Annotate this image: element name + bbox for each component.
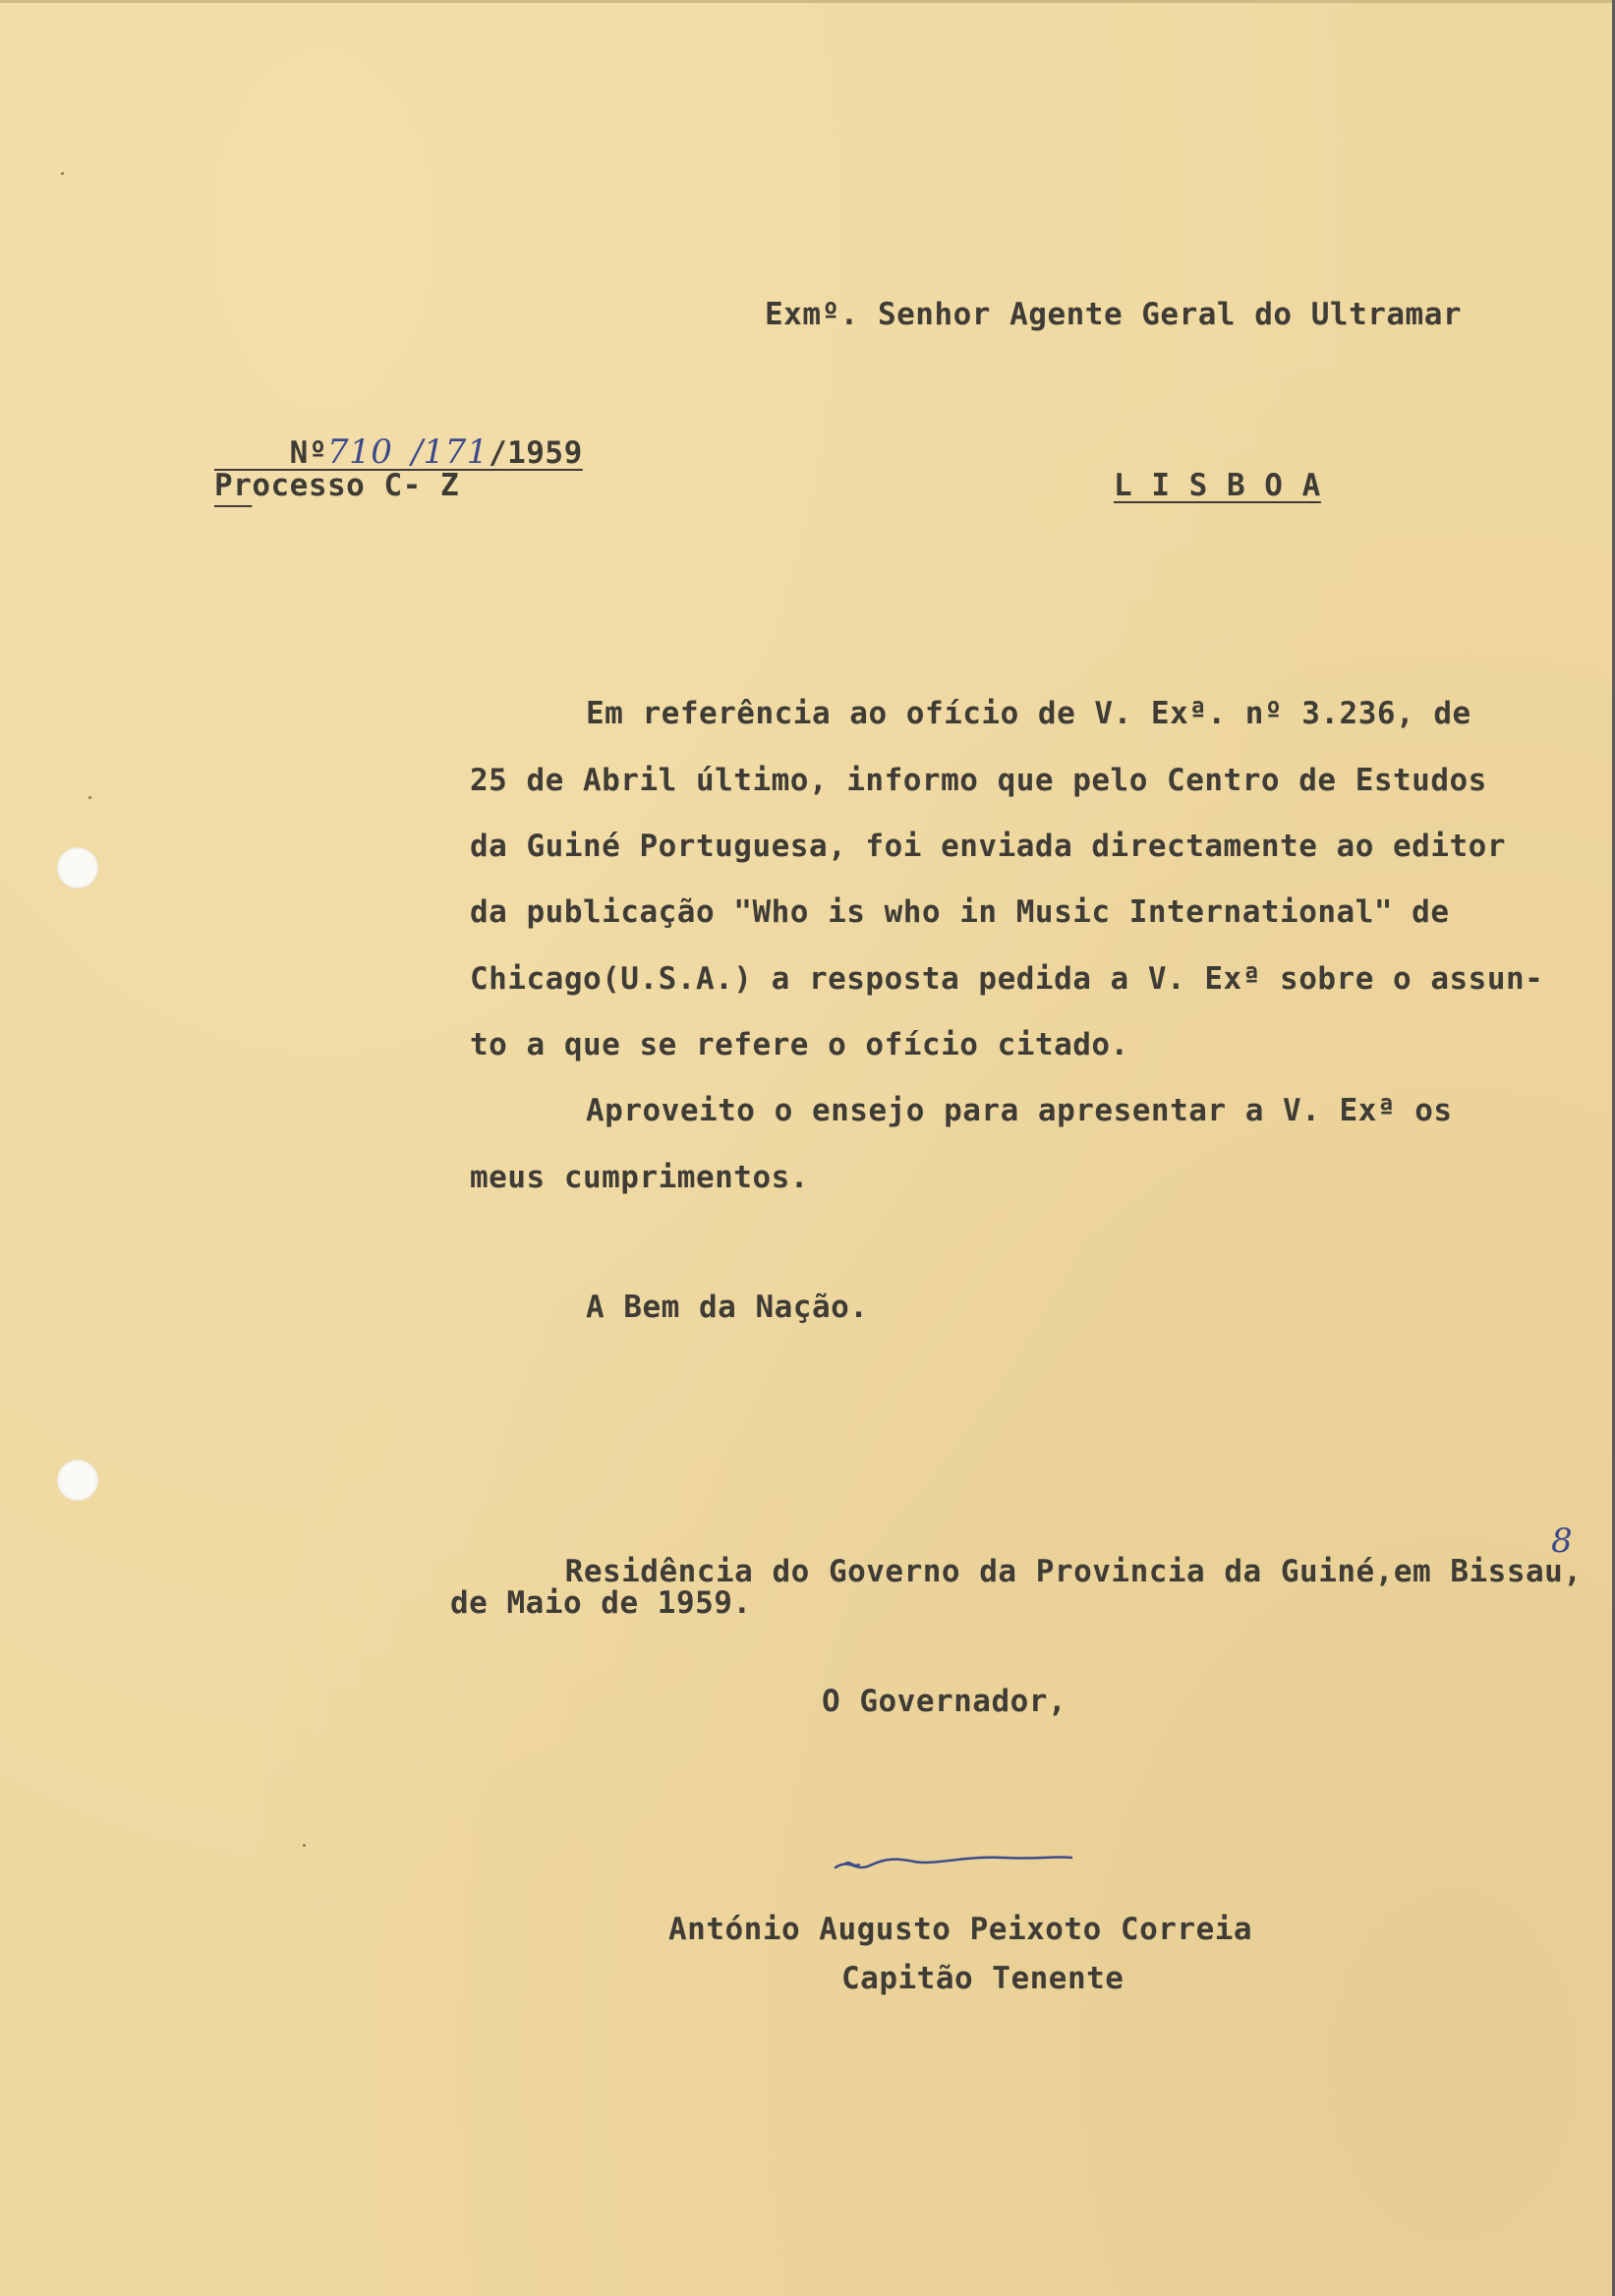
reference-number-b-handwritten: / xyxy=(411,432,424,472)
closing-line-2: meus cumprimentos. xyxy=(470,1160,809,1195)
punch-hole-icon xyxy=(57,847,98,889)
reference-year-separator: / xyxy=(488,435,508,471)
reference-year: 1959 xyxy=(507,435,583,471)
paper-speck xyxy=(88,796,91,799)
body-line-3: da Guiné Portuguesa, foi enviada directamente ao editor xyxy=(470,829,1506,864)
signature-icon xyxy=(826,1828,1081,1887)
destination-city: L I S B O A xyxy=(1114,468,1321,503)
day-handwritten: 8 xyxy=(1551,1521,1574,1561)
signer-rank: Capitão Tenente xyxy=(841,1961,1125,1996)
body-line-5: Chicago(U.S.A.) a resposta pedida a V. Exª sobre o assun- xyxy=(470,961,1544,997)
reference-number-handwritten: 710 xyxy=(326,432,393,472)
process-label: Processo C- Z xyxy=(214,468,460,503)
body-line-4: da publicação "Who is who in Music International" de xyxy=(470,894,1450,930)
punch-hole-icon xyxy=(57,1460,98,1501)
signer-role: O Governador, xyxy=(822,1684,1067,1719)
body-line-1: Em referência ao ofício de V. Exª. nº 3.236, de xyxy=(586,696,1471,731)
paper-speck xyxy=(61,172,64,175)
date-line: de Maio de 1959. xyxy=(450,1585,752,1621)
body-line-2: 25 de Abril último, informo que pelo Centro de Estudos xyxy=(470,763,1487,798)
signer-name: António Augusto Peixoto Correia xyxy=(668,1912,1253,1947)
salutation: A Bem da Nação. xyxy=(586,1290,869,1325)
reference-number-b: 171 xyxy=(423,432,489,472)
addressee-line: Exmº. Senhor Agente Geral do Ultramar xyxy=(765,297,1463,332)
body-line-6: to a que se refere o ofício citado. xyxy=(470,1027,1129,1062)
paper-speck xyxy=(303,1844,306,1847)
closing-line-1: Aproveito o ensejo para apresentar a V. Exª os xyxy=(586,1093,1453,1128)
page-top-edge xyxy=(0,0,1615,3)
reference-prefix: Nº xyxy=(289,435,327,471)
place-text: Residência do Governo da Provincia da Guiné,em Bissau, xyxy=(564,1554,1583,1589)
